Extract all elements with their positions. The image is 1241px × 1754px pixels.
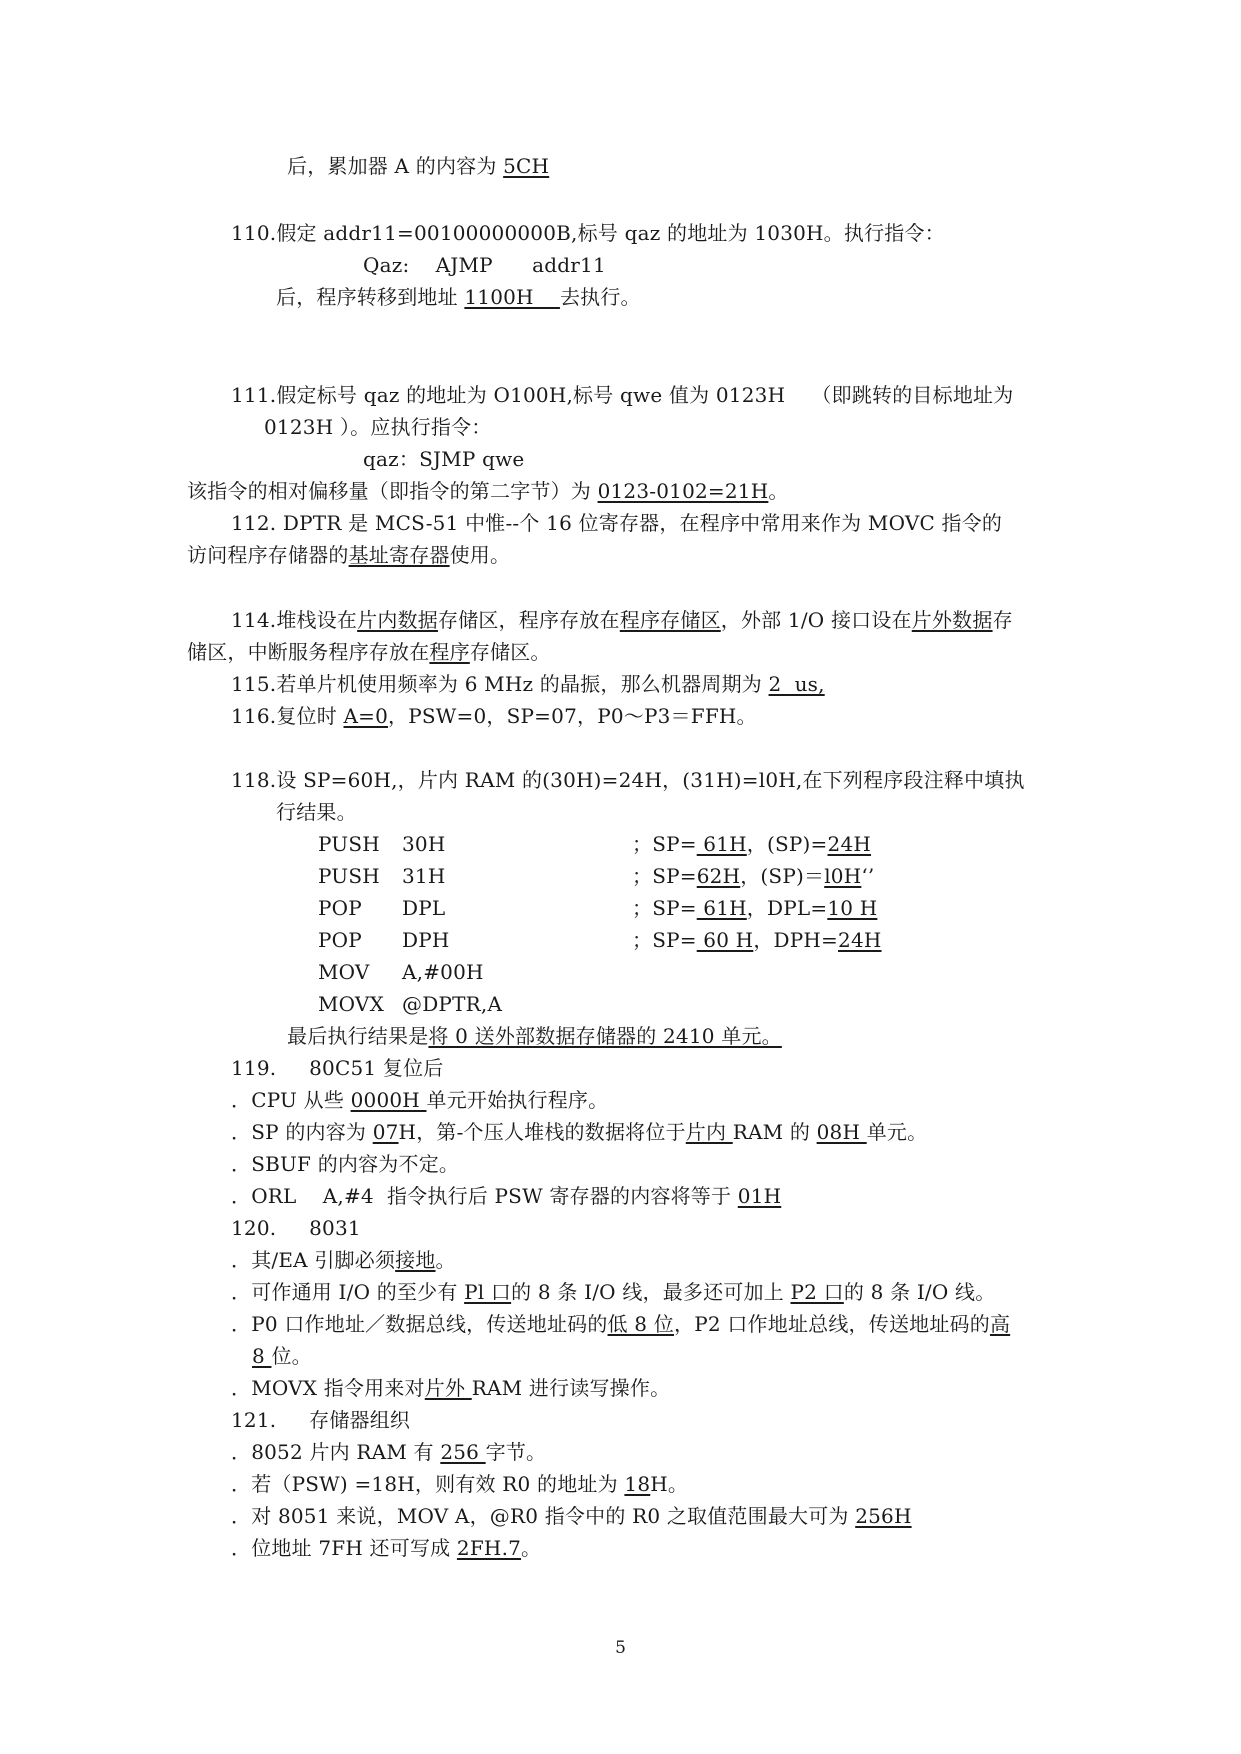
text-line [231, 1279, 995, 1305]
text-line [363, 252, 606, 278]
answer-blank: A=0 [343, 704, 389, 728]
code-operand: A,#00H [402, 960, 484, 984]
text-segment: 去执行。 [559, 285, 641, 309]
code-operand: 30H [402, 832, 446, 856]
text-segment: H，第-个压人堆栈的数据将位于 [398, 1120, 686, 1144]
text-segment: ，(SP)＝ [740, 864, 825, 888]
text-segment: 使用。 [449, 543, 511, 567]
text-line [231, 1183, 781, 1209]
answer-blank: Pl 口 [464, 1280, 512, 1304]
text-line [231, 1311, 1010, 1337]
text-segment: ，DPL= [746, 896, 828, 920]
code-opcode: POP [318, 896, 362, 920]
text-segment: 单元开始执行程序。 [426, 1088, 609, 1112]
text-segment: ．ORL A,#4 指令执行后 PSW 寄存器的内容将等于 [231, 1184, 738, 1208]
answer-blank: 10 H [827, 896, 878, 920]
text-segment: ．8052 片内 RAM 有 [231, 1440, 441, 1464]
code-line [318, 927, 882, 953]
text-line [231, 1247, 456, 1273]
text-segment: ．可作通用 I/O 的至少有 [231, 1280, 465, 1304]
text-line [231, 767, 1025, 793]
text-segment: 存储区。 [469, 640, 551, 664]
text-segment: qaz：SJMP qwe [363, 447, 525, 471]
answer-blank: 将 0 送外部数据存储器的 2410 单元。 [428, 1024, 782, 1048]
text-segment: 116.复位时 [231, 704, 344, 728]
text-segment: 后，程序转移到地址 [276, 285, 465, 309]
answer-blank: 5CH [503, 154, 550, 178]
text-segment: 的 8 条 I/O 线，最多还可加上 [511, 1280, 791, 1304]
code-line [318, 895, 877, 921]
text-line [231, 1503, 912, 1529]
answer-blank: l0H [824, 864, 862, 888]
text-segment: ，外部 1/O 接口设在 [720, 608, 912, 632]
text-segment: ．SBUF 的内容为不定。 [231, 1152, 460, 1176]
text-segment: 114.堆栈设在 [231, 608, 358, 632]
text-segment: ，DPH= [753, 928, 839, 952]
text-line [231, 510, 1002, 536]
text-segment: 118.设 SP=60H,，片内 RAM 的(30H)=24H，(31H)=l0H,在下列程序段注释中填执 [231, 768, 1025, 792]
text-segment: 120. 8031 [231, 1216, 361, 1240]
code-opcode: POP [318, 928, 362, 952]
text-segment: 115.若单片机使用频率为 6 MHz 的晶振，那么机器周期为 [231, 672, 769, 696]
text-line [231, 1375, 670, 1401]
text-segment: ．若（PSW) =18H，则有效 R0 的地址为 [231, 1472, 625, 1496]
answer-blank: 片外数据 [911, 608, 993, 632]
code-line [318, 991, 632, 1017]
text-segment: ．P0 口作地址／数据总线，传送地址码的 [231, 1312, 608, 1336]
answer-blank: 256H [855, 1504, 912, 1528]
text-line [276, 799, 357, 825]
text-line [231, 607, 1013, 633]
code-line [318, 863, 874, 889]
text-line [231, 1407, 410, 1433]
text-line [287, 1023, 782, 1049]
text-line [231, 1119, 927, 1145]
text-line [187, 639, 551, 665]
text-segment: Qaz: AJMP addr11 [363, 253, 606, 277]
answer-blank: 61H [696, 832, 747, 856]
text-line [231, 220, 945, 246]
text-line [231, 703, 757, 729]
code-comment [632, 927, 882, 953]
code-line [318, 959, 632, 985]
text-segment: 112. DPTR 是 MCS-51 中惟--个 16 位寄存器，在程序中常用来作为 MOVC 指令的 [231, 511, 1003, 535]
text-segment: 119. 80C51 复位后 [231, 1056, 444, 1080]
text-line [231, 1471, 688, 1497]
text-line [231, 671, 825, 697]
answer-blank: 8 [252, 1344, 272, 1368]
answer-blank: 2 us, [768, 672, 825, 696]
text-segment: 访问程序存储器的 [187, 543, 349, 567]
text-segment: 。 [768, 479, 789, 503]
answer-blank: 07 [372, 1120, 399, 1144]
page-number: 5 [615, 1638, 626, 1658]
answer-blank: 01H [737, 1184, 782, 1208]
answer-blank: 1100H [464, 285, 560, 309]
text-line [252, 1343, 312, 1369]
text-segment: ；SP= [632, 896, 697, 920]
text-segment: 的 8 条 I/O 线。 [843, 1280, 996, 1304]
answer-blank: 18 [624, 1472, 651, 1496]
answer-blank: 片内 [685, 1120, 733, 1144]
text-segment: ，(SP)= [746, 832, 828, 856]
answer-blank: 0123-0102=21H [597, 479, 769, 503]
text-line [276, 284, 641, 310]
answer-blank: 08H [816, 1120, 867, 1144]
text-segment: ；SP= [632, 832, 697, 856]
code-operand: DPL [402, 896, 446, 920]
text-segment: 存 [992, 608, 1013, 632]
answer-blank: 2FH.7 [456, 1536, 522, 1560]
text-segment: 。 [435, 1248, 456, 1272]
text-segment: 储区，中断服务程序存放在 [187, 640, 430, 664]
text-segment: 后，累加器 A 的内容为 [287, 154, 504, 178]
text-segment: 最后执行结果是 [287, 1024, 429, 1048]
text-line [231, 1087, 608, 1113]
answer-blank: 程序 [429, 640, 470, 664]
answer-blank: 低 8 位 [607, 1312, 674, 1336]
code-opcode: PUSH [318, 832, 380, 856]
answer-blank: 高 [989, 1312, 1011, 1336]
text-line [187, 478, 789, 504]
code-comment [632, 831, 871, 857]
code-opcode: MOVX [318, 992, 385, 1016]
code-opcode: MOV [318, 960, 370, 984]
text-segment: 121. 存储器组织 [231, 1408, 411, 1432]
answer-blank: 基址寄存器 [348, 543, 450, 567]
answer-blank: 24H [827, 832, 872, 856]
code-operand: DPH [402, 928, 450, 952]
text-line [264, 414, 492, 440]
text-segment: 110.假定 addr11=00100000000B,标号 qaz 的地址为 1030H。执行指令： [231, 221, 945, 245]
text-line [363, 446, 524, 472]
code-comment [632, 863, 874, 889]
text-segment: 字节。 [485, 1440, 547, 1464]
text-segment: 111.假定标号 qaz 的地址为 O100H,标号 qwe 值为 0123H （即跳转的目标地址为 [231, 383, 1014, 407]
text-segment: ．MOVX 指令用来对 [231, 1376, 425, 1400]
text-segment: ；SP= [632, 864, 697, 888]
answer-blank: 61H [696, 896, 747, 920]
text-line [231, 1439, 546, 1465]
text-segment: ．CPU 从些 [231, 1088, 351, 1112]
text-segment: ．位地址 7FH 还可写成 [231, 1536, 457, 1560]
text-segment: 0123H ）。应执行指令： [264, 415, 492, 439]
code-opcode: PUSH [318, 864, 380, 888]
answer-blank: 62H [696, 864, 741, 888]
text-segment: ，P2 口作地址总线，传送地址码的 [674, 1312, 990, 1336]
text-segment: 行结果。 [276, 800, 357, 824]
text-segment: ．对 8051 来说，MOV A，@R0 指令中的 R0 之取值范围最大可为 [231, 1504, 856, 1528]
answer-blank: 程序存储区 [619, 608, 721, 632]
answer-blank: 24H [838, 928, 882, 952]
text-segment: H。 [650, 1472, 689, 1496]
text-line [287, 153, 549, 179]
answer-blank: 接地 [395, 1248, 436, 1272]
text-segment: 存储区，程序存放在 [437, 608, 620, 632]
text-line [231, 1215, 361, 1241]
answer-blank: 片外 [424, 1376, 472, 1400]
answer-blank: 片内数据 [357, 608, 438, 632]
text-segment: RAM 进行读写操作。 [471, 1376, 671, 1400]
text-line [231, 1055, 443, 1081]
code-operand: 31H [402, 864, 446, 888]
text-segment: ．SP 的内容为 [231, 1120, 373, 1144]
code-line [318, 831, 871, 857]
text-segment: 该指令的相对偏移量（即指令的第二字节）为 [187, 479, 598, 503]
code-operand: @DPTR,A [402, 992, 503, 1016]
text-segment: ；SP= [632, 928, 697, 952]
answer-blank: P2 口 [790, 1280, 844, 1304]
text-segment: RAM 的 [732, 1120, 817, 1144]
answer-blank: 60 H [696, 928, 754, 952]
text-line [231, 1151, 459, 1177]
text-segment: ．其/EA 引脚必须 [231, 1248, 396, 1272]
text-segment: 。 [521, 1536, 542, 1560]
text-segment: 位。 [271, 1344, 312, 1368]
code-comment [632, 895, 877, 921]
text-line [187, 542, 510, 568]
answer-blank: 256 [440, 1440, 486, 1464]
answer-blank: 0000H [350, 1088, 427, 1112]
text-line [231, 1535, 541, 1561]
text-segment: ‘’ [861, 864, 875, 888]
text-line [231, 382, 1013, 408]
text-segment: ，PSW=0，SP=07，P0～P3＝FFH。 [388, 704, 757, 728]
text-segment: 单元。 [866, 1120, 928, 1144]
